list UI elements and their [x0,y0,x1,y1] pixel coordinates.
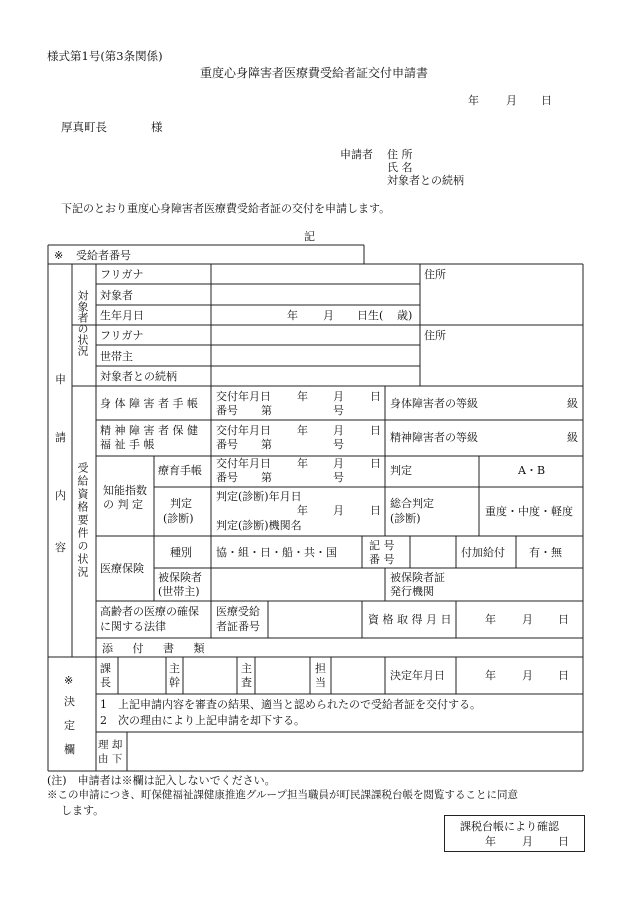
birth-year-unit: 年 [287,309,298,322]
reject-reason-1: 理 却 [98,739,123,751]
physical-issue-date-label: 交付年月日 [216,390,271,403]
decision-char3: 欄 [64,743,75,756]
decision-mark: ※ [64,674,74,687]
tax-check-month: 月 [522,835,533,848]
mental-number-label: 番号 [216,438,238,451]
decision-month: 月 [522,669,533,682]
subject-label: 対象者 [100,289,133,302]
relation-label: 対象者との続柄 [387,174,464,187]
iq-label-2: の 判 定 [103,498,143,511]
kacho-1: 課 [100,662,111,675]
qualification-year: 年 [485,613,496,626]
tax-check-label: 課税台帳により確認 [460,820,559,833]
subject-address-label: 住所 [424,268,446,281]
household-head-label: 世帯主 [100,350,133,363]
section-application-char3: 内 [55,489,66,502]
form-number: 様式第1号(第3条関係) [47,49,163,63]
judgement-date-label: 判定(診断)年月日 [216,490,302,503]
date-year-label: 年 [468,94,479,107]
kacho-2: 長 [100,676,111,689]
physical-grade-label: 身体障害者の等級 [390,397,478,410]
date-month-label: 月 [506,94,517,107]
date-day-label: 日 [541,94,552,107]
birthdate-label: 生年月日 [100,309,144,322]
supplement-yes-no: 有・無 [529,546,562,559]
decision-date-label: 決定年月日 [390,669,445,682]
shusa-1: 主 [241,662,252,675]
decision-option-1: 1 上記申請内容を審査の結果、適当と認められたので受給者証を交付する。 [100,698,481,711]
name-label: 氏 名 [387,161,413,174]
ryoiku-number-label: 番号 [216,471,238,484]
insurance-kind-label: 種別 [170,546,192,559]
ryoiku-number-dai: 第 [261,471,272,484]
judgement-ab: A・B [518,464,546,477]
physical-number-label: 番号 [216,404,238,417]
judgement-diag-label-1: 判定 [170,497,192,510]
shukan-2: 幹 [169,676,180,689]
relation-to-subject-label: 対象者との続柄 [100,370,177,383]
iq-label-1: 知能指数 [103,484,147,497]
note-2-line2: します。 [61,804,105,817]
insured-label-1: 被保険者 [158,571,202,584]
decision-year: 年 [485,669,496,682]
tax-check-year: 年 [485,835,496,848]
physical-month: 月 [333,390,344,403]
qualification-date-label: 資 格 取 得 月 日 [368,613,452,626]
number-label: 番 号 [369,553,395,566]
judgement-month: 月 [333,504,344,517]
mental-issue-date-label: 交付年月日 [216,424,271,437]
note-2-line1: ※この申請につき、町保健福祉課健康推進グループ担当職員が町民課課税台帳を閲覧することに同意 [47,789,519,801]
mental-grade-label: 精神障害者の等級 [390,431,478,444]
physical-number-dai: 第 [261,404,272,417]
section-eligibility: 受給資格要件の状況 [76,462,89,579]
mental-handbook-label-2: 福 祉 手 帳 [100,438,155,451]
supplement-label: 付加給付 [461,546,505,559]
ryoiku-day: 日 [370,457,381,470]
section-application-char2: 請 [55,431,66,444]
mental-handbook-label-1: 精 神 障 害 者 保 健 [100,424,198,437]
ryoiku-year: 年 [297,457,308,470]
judgement-org-label: 判定(診断)機関名 [216,519,302,532]
qualification-day: 日 [558,613,569,626]
decision-char1: 決 [64,695,75,708]
section-application-char4: 容 [55,541,66,554]
ryoiku-issue-date-label: 交付年月日 [216,457,271,470]
decision-day: 日 [558,669,569,682]
reject-reason-2: 由 下 [98,753,123,765]
tanto-1: 担 [315,662,326,675]
tanto-2: 当 [315,676,326,689]
tax-check-day: 日 [558,835,569,848]
shusa-2: 査 [241,676,252,689]
overall-judgement-label-1: 総合判定 [390,497,434,510]
insured-label-2: (世帯主) [158,585,200,598]
elderly-cert-label-1: 医療受給 [216,605,260,618]
addressee: 厚真町長 [61,120,107,134]
birth-day-unit: 日生( [357,309,384,322]
address-label: 住 所 [387,148,413,161]
physical-day: 日 [370,390,381,403]
ryoiku-number-go: 号 [333,471,344,484]
mental-grade-unit: 級 [567,431,578,444]
symbol-label: 記 号 [369,539,395,552]
elderly-law-label-1: 高齢者の医療の確保 [100,605,199,618]
qualification-month: 月 [522,613,533,626]
medical-insurance-label: 医療保険 [100,562,144,575]
judgement-diag-label-2: (診断) [163,512,194,525]
physical-handbook-label: 身 体 障 害 者 手 帳 [100,397,198,410]
elderly-law-label-2: に関する法律 [100,620,166,633]
physical-number-go: 号 [333,404,344,417]
judgement-day: 日 [370,504,381,517]
mental-number-go: 号 [333,438,344,451]
applicant-label: 申請者 [340,148,373,161]
attachments-label: 添 付 書 類 [102,642,213,655]
overall-judgement-label-2: (診断) [390,512,421,525]
judgement-year: 年 [297,504,308,517]
age-unit: 歳) [397,309,413,322]
application-statement: 下記のとおり重度心身障害者医療費受給者証の交付を申請します。 [61,202,391,215]
decision-char2: 定 [64,719,75,732]
recipient-mark: ※ [54,249,64,262]
mental-month: 月 [333,424,344,437]
ryoiku-month: 月 [333,457,344,470]
birth-month-unit: 月 [323,309,334,322]
physical-grade-unit: 級 [567,397,578,410]
insurance-kind-values: 協・組・日・船・共・国 [216,546,337,559]
elderly-cert-label-2: 者証番号 [216,620,260,633]
mental-day: 日 [370,424,381,437]
insurance-issuer-label-2: 発行機関 [390,585,434,598]
shukan-1: 主 [169,662,180,675]
subject-furigana-label: フリガナ [100,268,144,281]
mental-year: 年 [297,424,308,437]
physical-year: 年 [297,390,308,403]
head-address-label: 住所 [424,329,446,342]
recipient-number-label: 受給者番号 [76,249,131,262]
honorific: 様 [151,120,163,134]
head-furigana-label: フリガナ [100,329,144,342]
judgement-label: 判定 [390,464,412,477]
ki-label: 記 [304,230,315,243]
insurance-issuer-label-1: 被保険者証 [390,571,445,584]
decision-option-2: 2 次の理由により上記申請を却下する。 [100,714,305,727]
ryoiku-label: 療育手帳 [158,464,202,477]
mental-number-dai: 第 [261,438,272,451]
section-application-char1: 申 [55,373,66,386]
section-subject-status: 対象者の状況 [76,290,89,356]
form-title: 重度心身障害者医療費受給者証交付申請書 [200,66,429,80]
severity-options: 重度・中度・軽度 [485,505,573,518]
note-1: (注) 申請者は※欄は記入しないでください。 [47,774,276,787]
